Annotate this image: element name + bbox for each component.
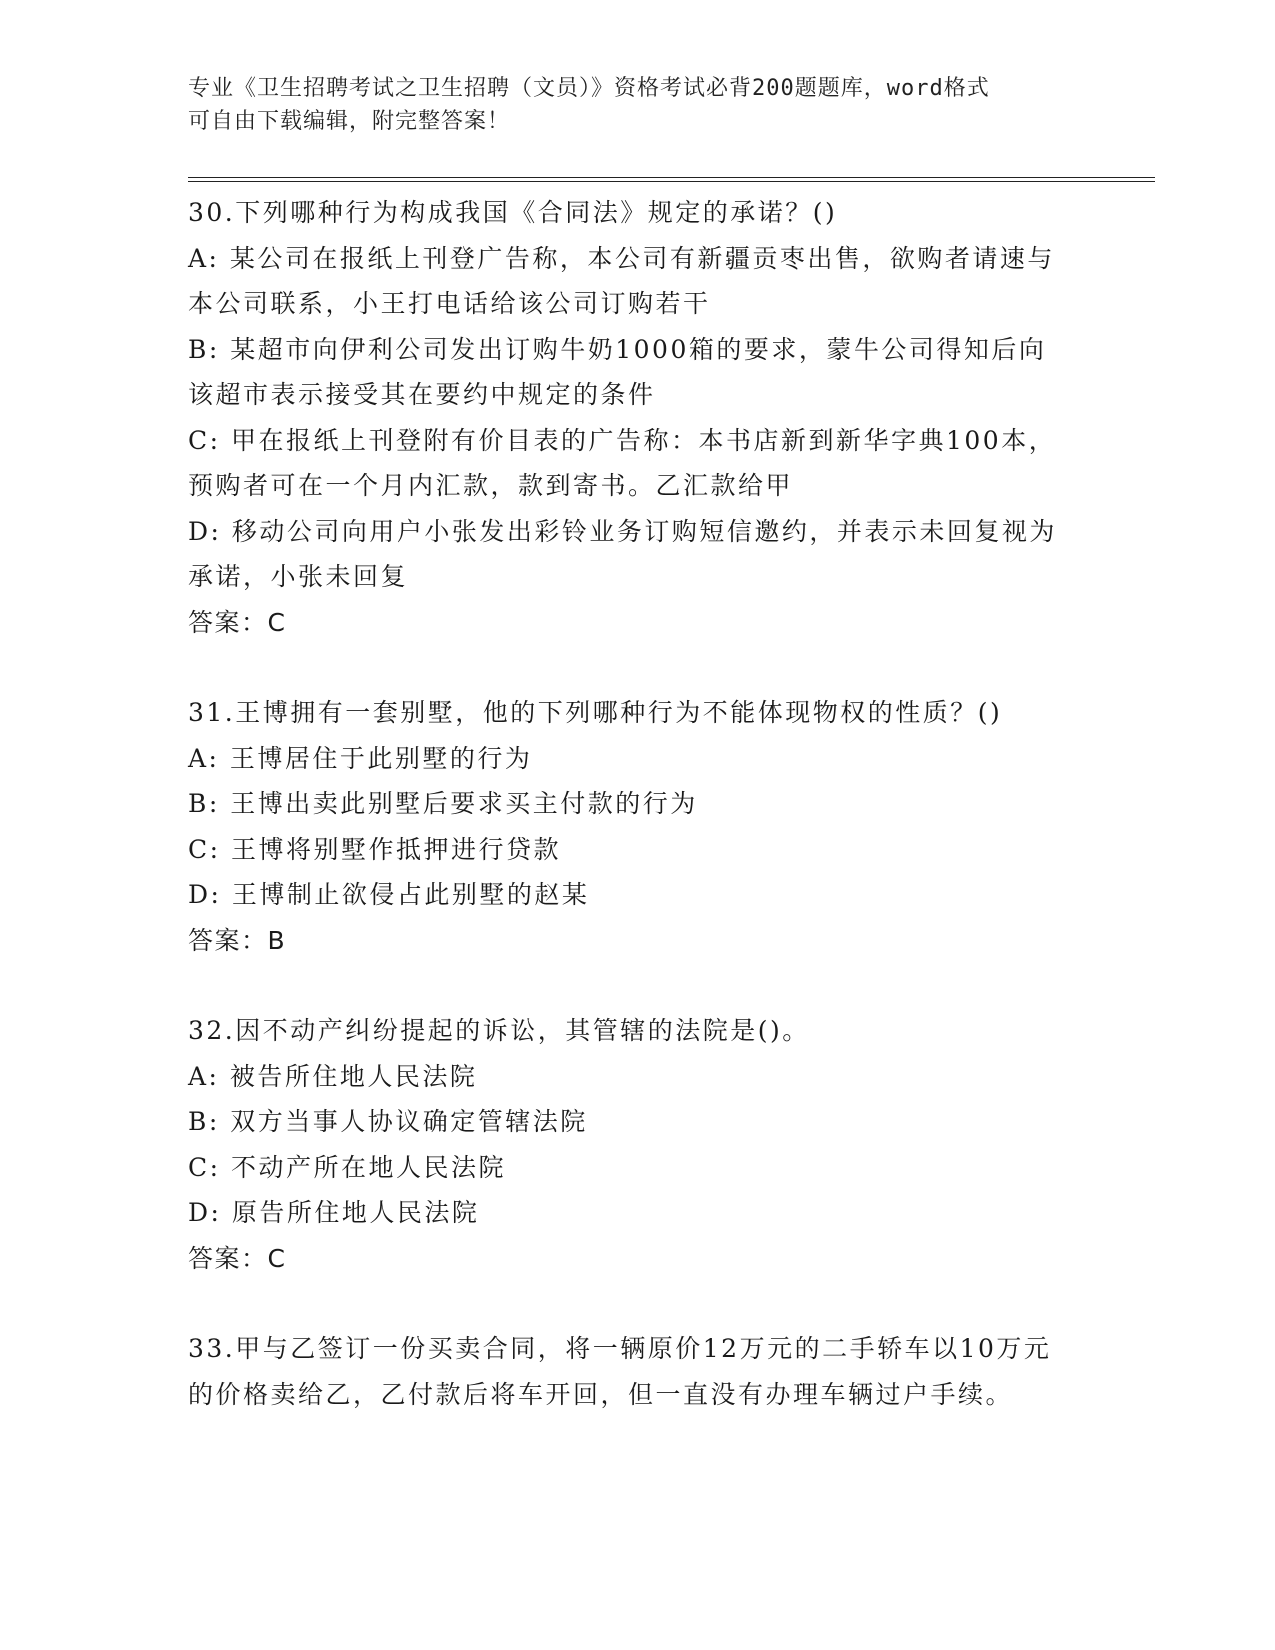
option-b: B: 某超市向伊利公司发出订购牛奶1000箱的要求，蒙牛公司得知后向该超市表示接受其在要约中规定的条件 [188, 334, 1047, 409]
question-33 [188, 1326, 1068, 1417]
header-line-1: 专业《卫生招聘考试之卫生招聘（文员）》资格考试必背200题题库，word格式 [188, 76, 990, 101]
question-list [188, 190, 1088, 1417]
option-a: A: 王博居住于此别墅的行为 [188, 743, 533, 773]
question-30 [188, 190, 1068, 645]
option-d: D: 王博制止欲侵占此别墅的赵某 [188, 880, 590, 909]
question-stem: 30.下列哪种行为构成我国《合同法》规定的承诺？() [188, 198, 838, 227]
option-a: A: 某公司在报纸上刊登广告称，本公司有新疆贡枣出售，欲购者请速与本公司联系，小王打电话给该公司订购若干 [188, 243, 1055, 318]
question-spacer [188, 645, 1088, 690]
option-d: D: 移动公司向用户小张发出彩铃业务订购短信邀约，并表示未回复视为承诺，小张未回复 [188, 516, 1057, 591]
option-a: A: 被告所住地人民法院 [188, 1061, 478, 1091]
document-header [188, 72, 1068, 138]
question-stem: 33.甲与乙签订一份买卖合同，将一辆原价12万元的二手轿车以10万元的价格卖给乙，乙付款后将车开回，但一直没有办理车辆过户手续。 [188, 1334, 1052, 1409]
question-spacer [188, 963, 1088, 1008]
question-spacer [188, 1281, 1088, 1326]
header-line-2: 可自由下载编辑，附完整答案！ [188, 109, 511, 134]
question-stem: 32.因不动产纠纷提起的诉讼，其管辖的法院是()。 [188, 1016, 810, 1045]
option-c: C: 甲在报纸上刊登附有价目表的广告称：本书店新到新华字典100本，预购者可在一个月内汇款，款到寄书。乙汇款给甲 [188, 425, 1057, 500]
option-b: B: 双方当事人协议确定管辖法院 [188, 1107, 588, 1136]
question-stem: 31.王博拥有一套别墅，他的下列哪种行为不能体现物权的性质？() [188, 698, 1003, 727]
option-d: D: 原告所住地人民法院 [188, 1198, 480, 1227]
option-c: C: 不动产所在地人民法院 [188, 1152, 506, 1182]
question-31 [188, 690, 1068, 963]
header-divider-secondary [188, 181, 1155, 182]
option-b: B: 王博出卖此别墅后要求买主付款的行为 [188, 789, 698, 818]
option-c: C: 王博将别墅作抵押进行贷款 [188, 834, 561, 864]
answer-line: 答案：C [188, 1243, 287, 1273]
question-32 [188, 1008, 1068, 1281]
answer-line: 答案：C [188, 607, 287, 637]
answer-line: 答案：B [188, 925, 287, 955]
header-divider [188, 177, 1155, 178]
